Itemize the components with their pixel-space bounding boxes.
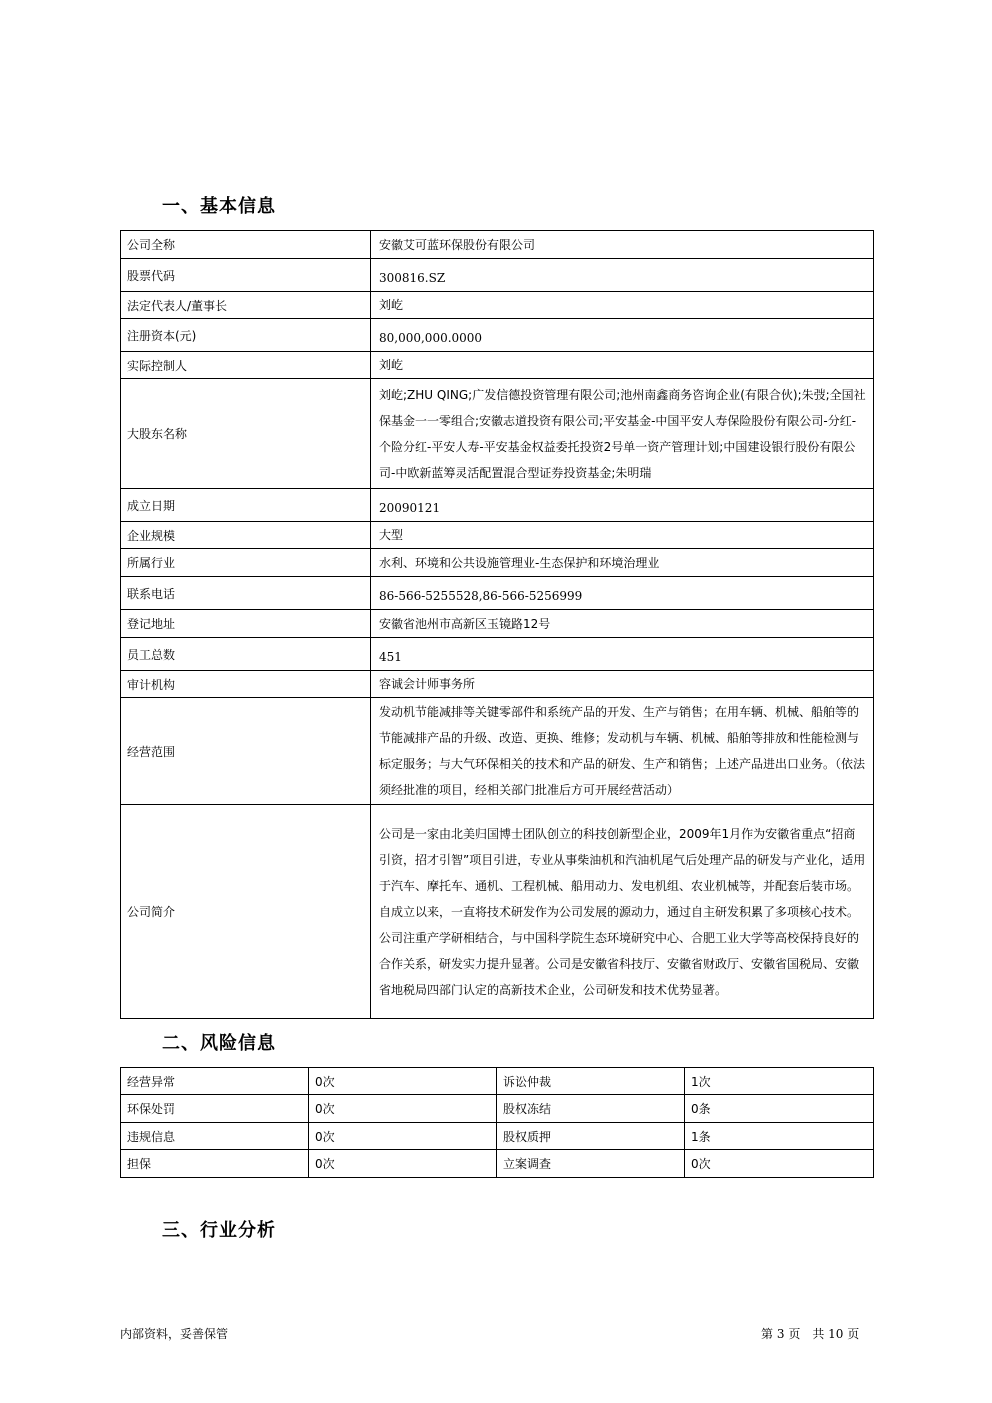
field-label: 员工总数: [121, 638, 371, 671]
table-row: [121, 319, 874, 352]
field-value: 水利、环境和公共设施管理业-生态保护和环境治理业: [371, 549, 874, 577]
table-row: [121, 549, 874, 577]
risk-label: 股权质押: [497, 1123, 685, 1150]
risk-label: 担保: [121, 1150, 309, 1178]
field-label: 登记地址: [121, 610, 371, 638]
field-value: 安徽省池州市高新区玉镜路12号: [371, 610, 874, 638]
field-label: 股票代码: [121, 259, 371, 292]
field-label: 实际控制人: [121, 352, 371, 379]
risk-label: 经营异常: [121, 1068, 309, 1095]
field-value: 容诚会计师事务所: [371, 671, 874, 698]
table-row: [121, 231, 874, 259]
table-row: [121, 292, 874, 319]
field-value: 20090121: [371, 489, 874, 522]
risk-label: 环保处罚: [121, 1095, 309, 1123]
field-label: 注册资本(元): [121, 319, 371, 352]
table-row: [121, 352, 874, 379]
basic-info-table: [120, 230, 874, 1019]
risk-value: 0次: [309, 1150, 497, 1178]
risk-label: 违规信息: [121, 1123, 309, 1150]
risk-info-table: [120, 1067, 874, 1178]
table-row: [121, 577, 874, 610]
field-label: 公司简介: [121, 805, 371, 1019]
page-number: 3: [776, 1327, 785, 1341]
field-value: 公司是一家由北美归国博士团队创立的科技创新型企业，2009年1月作为安徽省重点“招商引资，招才引智”项目引进，专业从事柴油机和汽油机尾气后处理产品的研发与产业化，适用于汽车、摩托车、通机、工程机械、船用动力、发电机组、农业机械等，并配套后装市场。自成立以来，一直将技术研发作为公司发展的源动力，通过自主研发积累了多项核心技术。公司注重产学研相结合，与中国科学院生态环境研究中心、合肥工业大学等高校保持良好的合作关系，研发实力提升显著。公司是安徽省科技厅、安徽省财政厅、安徽省国税局、安徽省地税局四部门认定的高新技术企业，公司研发和技术优势显著。: [371, 805, 874, 1019]
field-value: 86-566-5255528,86-566-5256999: [371, 577, 874, 610]
field-value: 安徽艾可蓝环保股份有限公司: [371, 231, 874, 259]
field-label: 所属行业: [121, 549, 371, 577]
table-row: [121, 1095, 874, 1123]
field-value: 刘屹;ZHU QING;广发信德投资管理有限公司;池州南鑫商务咨询企业(有限合伙);朱弢;全国社保基金一一零组合;安徽志道投资有限公司;平安基金-中国平安人寿保险股份有限公司-分红-个险分红-平安人寿-平安基金权益委托投资2号单一资产管理计划;中国建设银行股份有限公司-中欧新蓝筹灵活配置混合型证券投资基金;朱明瑞: [371, 379, 874, 489]
risk-value: 0次: [685, 1150, 874, 1178]
risk-label: 股权冻结: [497, 1095, 685, 1123]
field-label: 审计机构: [121, 671, 371, 698]
field-value: 刘屹: [371, 292, 874, 319]
field-value: 300816.SZ: [371, 259, 874, 292]
field-label: 大股东名称: [121, 379, 371, 489]
section-title-basic: 一、基本信息: [162, 196, 276, 217]
table-row: [121, 671, 874, 698]
page-prefix: 第: [761, 1327, 774, 1341]
section-title-risk: 二、风险信息: [162, 1033, 276, 1054]
risk-value: 0次: [309, 1123, 497, 1150]
field-value: 发动机节能减排等关键零部件和系统产品的开发、生产与销售；在用车辆、机械、船舶等的节能减排产品的升级、改造、更换、维修；发动机与车辆、机械、船舶等排放和性能检测与标定服务；与大气环保相关的技术和产品的研发、生产和销售；上述产品进出口业务。（依法须经批准的项目，经相关部门批准后方可开展经营活动）: [371, 698, 874, 805]
field-label: 经营范围: [121, 698, 371, 805]
field-label: 联系电话: [121, 577, 371, 610]
table-row: [121, 610, 874, 638]
field-value: 刘屹: [371, 352, 874, 379]
risk-value: 0次: [309, 1095, 497, 1123]
field-label: 公司全称: [121, 231, 371, 259]
field-value: 80,000,000.0000: [371, 319, 874, 352]
table-row: [121, 489, 874, 522]
section-title-industry: 三、行业分析: [162, 1220, 276, 1241]
table-row: [121, 379, 874, 489]
field-label: 企业规模: [121, 522, 371, 549]
field-label: 成立日期: [121, 489, 371, 522]
field-value: 451: [371, 638, 874, 671]
field-value: 大型: [371, 522, 874, 549]
field-label: 法定代表人/董事长: [121, 292, 371, 319]
risk-value: 1次: [685, 1068, 874, 1095]
table-row: [121, 698, 874, 805]
table-row: [121, 1150, 874, 1178]
table-row: [121, 805, 874, 1019]
risk-value: 0条: [685, 1095, 874, 1123]
risk-label: 诉讼仲裁: [497, 1068, 685, 1095]
page-total: 10: [828, 1327, 844, 1341]
table-row: [121, 259, 874, 292]
risk-value: 0次: [309, 1068, 497, 1095]
page-suffix: 页: [847, 1327, 860, 1341]
risk-value: 1条: [685, 1123, 874, 1150]
table-row: [121, 638, 874, 671]
table-row: [121, 1068, 874, 1095]
risk-label: 立案调查: [497, 1150, 685, 1178]
table-row: [121, 522, 874, 549]
page-mid: 页 共: [788, 1327, 825, 1341]
page-indicator: [761, 1325, 859, 1342]
table-row: [121, 1123, 874, 1150]
footer-note: 内部资料，妥善保管: [120, 1327, 229, 1341]
